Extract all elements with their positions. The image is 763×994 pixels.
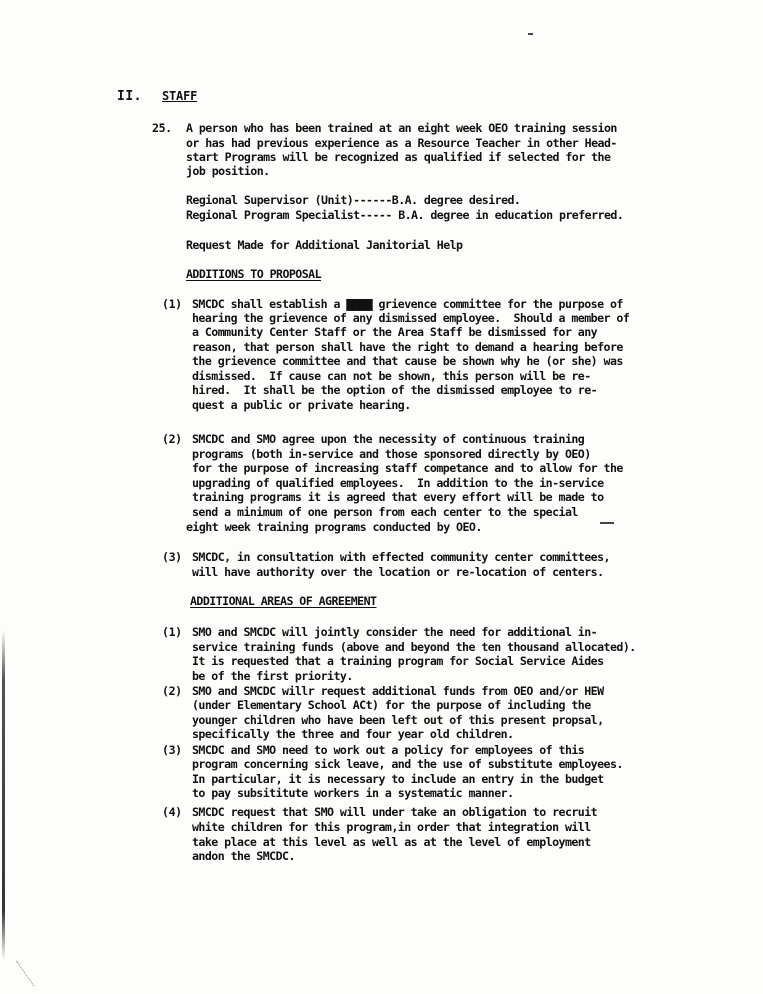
agreement-heading: ADDITIONAL AREAS OF AGREEMENT bbox=[190, 594, 377, 608]
text-line: training programs it is agreed that every effort will be made to bbox=[192, 490, 604, 504]
text-line: will have authority over the location or re-location of centers. bbox=[192, 565, 604, 579]
text-line: SMCDC and SMO need to work out a policy for employees of this bbox=[192, 743, 585, 757]
text-line: send a minimum of one person from each center to the special bbox=[192, 505, 578, 519]
item-number: (1) bbox=[162, 625, 182, 639]
text-line: specifically the three and four year old children. bbox=[192, 727, 514, 741]
position-line: Regional Program Specialist----- B.A. degree in education preferred. bbox=[186, 208, 624, 222]
section-number: II. bbox=[117, 89, 142, 104]
text-line: (under Elementary School ACt) for the purpose of including the bbox=[192, 698, 591, 712]
text-line: dismissed. If cause can not be shown, this person will be re- bbox=[192, 369, 591, 383]
text-line: upgrading of qualified employees. In addition to the in-service bbox=[192, 476, 604, 490]
item-number: (4) bbox=[162, 805, 182, 819]
text-line: a Community Center Staff or the Area Staff be dismissed for any bbox=[192, 325, 598, 339]
text-line: reason, that person shall have the right to demand a hearing before bbox=[192, 340, 623, 354]
request-line: Request Made for Additional Janitorial Help bbox=[186, 238, 463, 252]
text-line: SMCDC and SMO agree upon the necessity of continuous training bbox=[192, 432, 585, 446]
scan-edge-shadow bbox=[2, 630, 5, 960]
text-line: SMCDC request that SMO will under take an obligation to recruit bbox=[192, 805, 598, 819]
text-line: It is requested that a training program for Social Service Aides bbox=[192, 654, 604, 668]
text-line: the grievence committee and that cause be shown why he (or she) was bbox=[192, 354, 623, 368]
scan-speck bbox=[600, 522, 614, 524]
text-line: SMCDC shall establish a ▇▇▇▇ grievence committee for the purpose of bbox=[192, 297, 623, 311]
text-line: hired. It shall be the option of the dismissed employee to re- bbox=[192, 383, 598, 397]
item-number: (1) bbox=[162, 297, 182, 311]
scan-speck bbox=[528, 33, 533, 35]
text-line: younger children who have been left out of this present propsal, bbox=[192, 713, 604, 727]
text-line: andon the SMCDC. bbox=[192, 849, 295, 863]
text-line: be of the first priority. bbox=[192, 669, 353, 683]
text-line: program concerning sick leave, and the use of substitute employees. bbox=[192, 757, 623, 771]
additions-heading: ADDITIONS TO PROPOSAL bbox=[186, 267, 322, 281]
text-line: white children for this program,in order that integration will bbox=[192, 820, 591, 834]
text-line: In particular, it is necessary to include an entry in the budget bbox=[192, 772, 604, 786]
text-line: eight week training programs conducted by OEO. bbox=[186, 520, 482, 534]
text-line: SMO and SMCDC will jointly consider the need for additional in- bbox=[192, 625, 598, 639]
text-line: programs (both in-service and those sponsored directly by OEO) bbox=[192, 447, 591, 461]
item-number: (2) bbox=[162, 432, 182, 446]
text-line: job position. bbox=[186, 164, 270, 178]
item-number: (3) bbox=[162, 550, 182, 564]
text-line: or has had previous experience as a Resource Teacher in other Head- bbox=[186, 136, 617, 150]
item-number: 25. bbox=[152, 121, 172, 135]
text-line: hearing the grievence of any dismissed employee. Should a member of bbox=[192, 311, 630, 325]
position-line: Regional Supervisor (Unit)------B.A. degree desired. bbox=[186, 193, 521, 207]
text-line: take place at this level as well as at the level of employment bbox=[192, 835, 591, 849]
text-line: to pay subsititute workers in a systematic manner. bbox=[192, 786, 514, 800]
section-title: STAFF bbox=[162, 89, 198, 103]
text-line: for the purpose of increasing staff competance and to allow for the bbox=[192, 461, 623, 475]
text-line: start Programs will be recognized as qualified if selected for the bbox=[186, 150, 611, 164]
text-line: quest a public or private hearing. bbox=[192, 398, 411, 412]
text-line: SMCDC, in consultation with effected community center committees, bbox=[192, 550, 610, 564]
text-line: A person who has been trained at an eight week OEO training session bbox=[186, 121, 617, 135]
scan-corner-mark bbox=[16, 944, 59, 986]
item-number: (3) bbox=[162, 743, 182, 757]
text-line: SMO and SMCDC willr request additional funds from OEO and/or HEW bbox=[192, 684, 604, 698]
text-line: service training funds (above and beyond the ten thousand allocated). bbox=[192, 640, 636, 654]
item-number: (2) bbox=[162, 684, 182, 698]
